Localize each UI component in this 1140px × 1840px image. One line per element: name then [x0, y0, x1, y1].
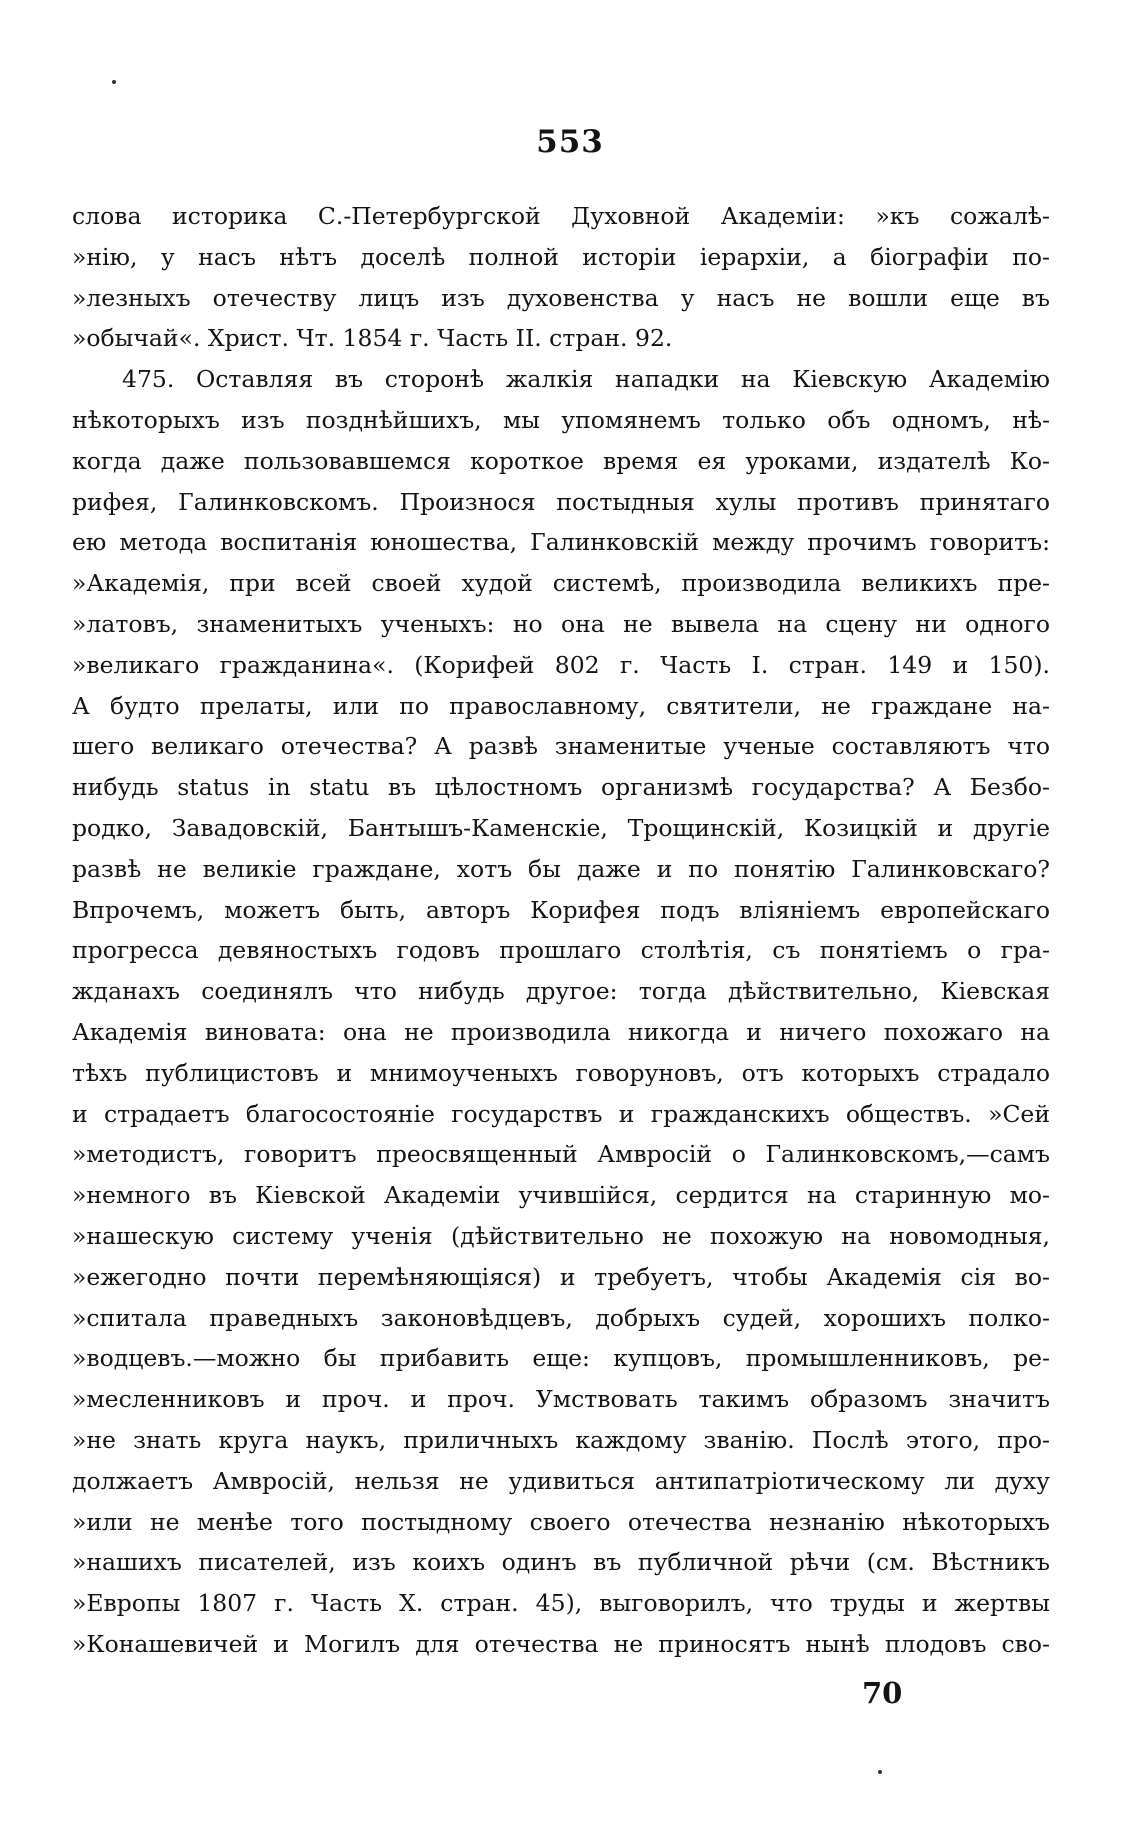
- text-line: »не знать круга наукъ, приличныхъ каждому званію. Послѣ этого, про-: [72, 1425, 1050, 1454]
- signature-mark: 70: [862, 1676, 903, 1710]
- text-line: »Конашевичей и Могилъ для отечества не приносятъ нынѣ плодовъ сво-: [72, 1629, 1050, 1658]
- text-line: и страдаетъ благосостояніе государствъ и гражданскихъ обществъ. »Сей: [72, 1099, 1050, 1128]
- text-line: родко, Завадовскій, Бантышъ-Каменскіе, Трощинскій, Козицкій и другіе: [72, 813, 1050, 842]
- text-line: »ежегодно почти перемѣняющіяся) и требуетъ, чтобы Академія сія во-: [72, 1262, 1050, 1291]
- text-line: »или не менѣе того постыдному своего отечества незнанію нѣкоторыхъ: [72, 1507, 1050, 1536]
- text-line: должаетъ Амвросій, нельзя не удивиться антипатріотическому ли духу: [72, 1466, 1050, 1495]
- text-line: нѣкоторыхъ изъ позднѣйшихъ, мы упомянемъ только объ одномъ, нѣ-: [72, 405, 1050, 434]
- text-line: »нашихъ писателей, изъ коихъ одинъ въ публичной рѣчи (см. Вѣстникъ: [72, 1548, 1050, 1577]
- text-line: »великаго гражданина«. (Корифей 802 г. Часть I. стран. 149 и 150).: [72, 650, 1050, 679]
- text-line: жданахъ соединялъ что нибудь другое: тогда дѣйствительно, Кіевская: [72, 977, 1050, 1006]
- text-line: »нашескую систему ученія (дѣйствительно не похожую на новомодныя,: [72, 1221, 1050, 1250]
- text-line: »водцевъ.—можно бы прибавить еще: купцовъ, промышленниковъ, ре-: [72, 1344, 1050, 1373]
- text-line: рифея, Галинковскомъ. Произнося постыдныя хулы противъ принятаго: [72, 487, 1050, 516]
- page-number: 553: [536, 124, 604, 160]
- text-line: »Европы 1807 г. Часть X. стран. 45), выговорилъ, что труды и жертвы: [72, 1589, 1050, 1618]
- text-line: »немного въ Кіевской Академіи учившійся, сердится на старинную мо-: [72, 1181, 1050, 1210]
- text-line: »месленниковъ и проч. и проч. Умствовать такимъ образомъ значитъ: [72, 1385, 1050, 1414]
- text-line: слова историка С.-Петербургской Духовной Академіи: »къ сожалѣ-: [72, 202, 1050, 230]
- text-line: »спитала праведныхъ законовѣдцевъ, добрыхъ судей, хорошихъ полко-: [72, 1303, 1050, 1332]
- scan-speck: [878, 1770, 882, 1774]
- text-line: А будто прелаты, или по православному, святители, не граждане на-: [72, 691, 1050, 720]
- text-line: »лезныхъ отечеству лицъ изъ духовенства у насъ не вошли еще въ: [72, 283, 1050, 312]
- text-line: »нію, у насъ нѣтъ доселѣ полной исторіи іерархіи, а біографіи по-: [72, 242, 1050, 271]
- scan-speck: [112, 80, 116, 84]
- text-line: тѣхъ публицистовъ и мнимоученыхъ говоруновъ, отъ которыхъ страдало: [72, 1058, 1050, 1087]
- text-line: шего великаго отечества? А развѣ знаменитые ученые составляютъ что: [72, 732, 1050, 761]
- text-line: »Академія, при всей своей худой системѣ, производила великихъ пре-: [72, 569, 1050, 598]
- text-line: развѣ не великіе граждане, хотъ бы даже и по понятію Галинковскаго?: [72, 854, 1050, 883]
- text-line: Впрочемъ, можетъ быть, авторъ Корифея подъ вліяніемъ европейскаго: [72, 895, 1050, 924]
- text-line: »обычай«. Христ. Чт. 1854 г. Часть II. стран. 92.: [72, 324, 673, 353]
- text-line: Академія виновата: она не производила никогда и ничего похожаго на: [72, 1017, 1050, 1046]
- text-line: »методистъ, говоритъ преосвященный Амвросій о Галинковскомъ,—самъ: [72, 1140, 1050, 1169]
- text-line: когда даже пользовавшемся короткое время ея уроками, издателѣ Ко-: [72, 446, 1050, 475]
- body-text: [72, 196, 1050, 1665]
- text-line: прогресса девяностыхъ годовъ прошлаго столѣтія, съ понятіемъ о гра-: [72, 936, 1050, 965]
- text-line: »латовъ, знаменитыхъ ученыхъ: но она не вывела на сцену ни одного: [72, 609, 1050, 638]
- paragraph-start-line: 475. Оставляя въ сторонѣ жалкія нападки на Кіевскую Академію: [122, 365, 1050, 394]
- text-line: ею метода воспитанія юношества, Галинковскій между прочимъ говоритъ:: [72, 528, 1050, 557]
- text-line: нибудь status in statu въ цѣлостномъ организмѣ государства? А Безбо-: [72, 773, 1050, 802]
